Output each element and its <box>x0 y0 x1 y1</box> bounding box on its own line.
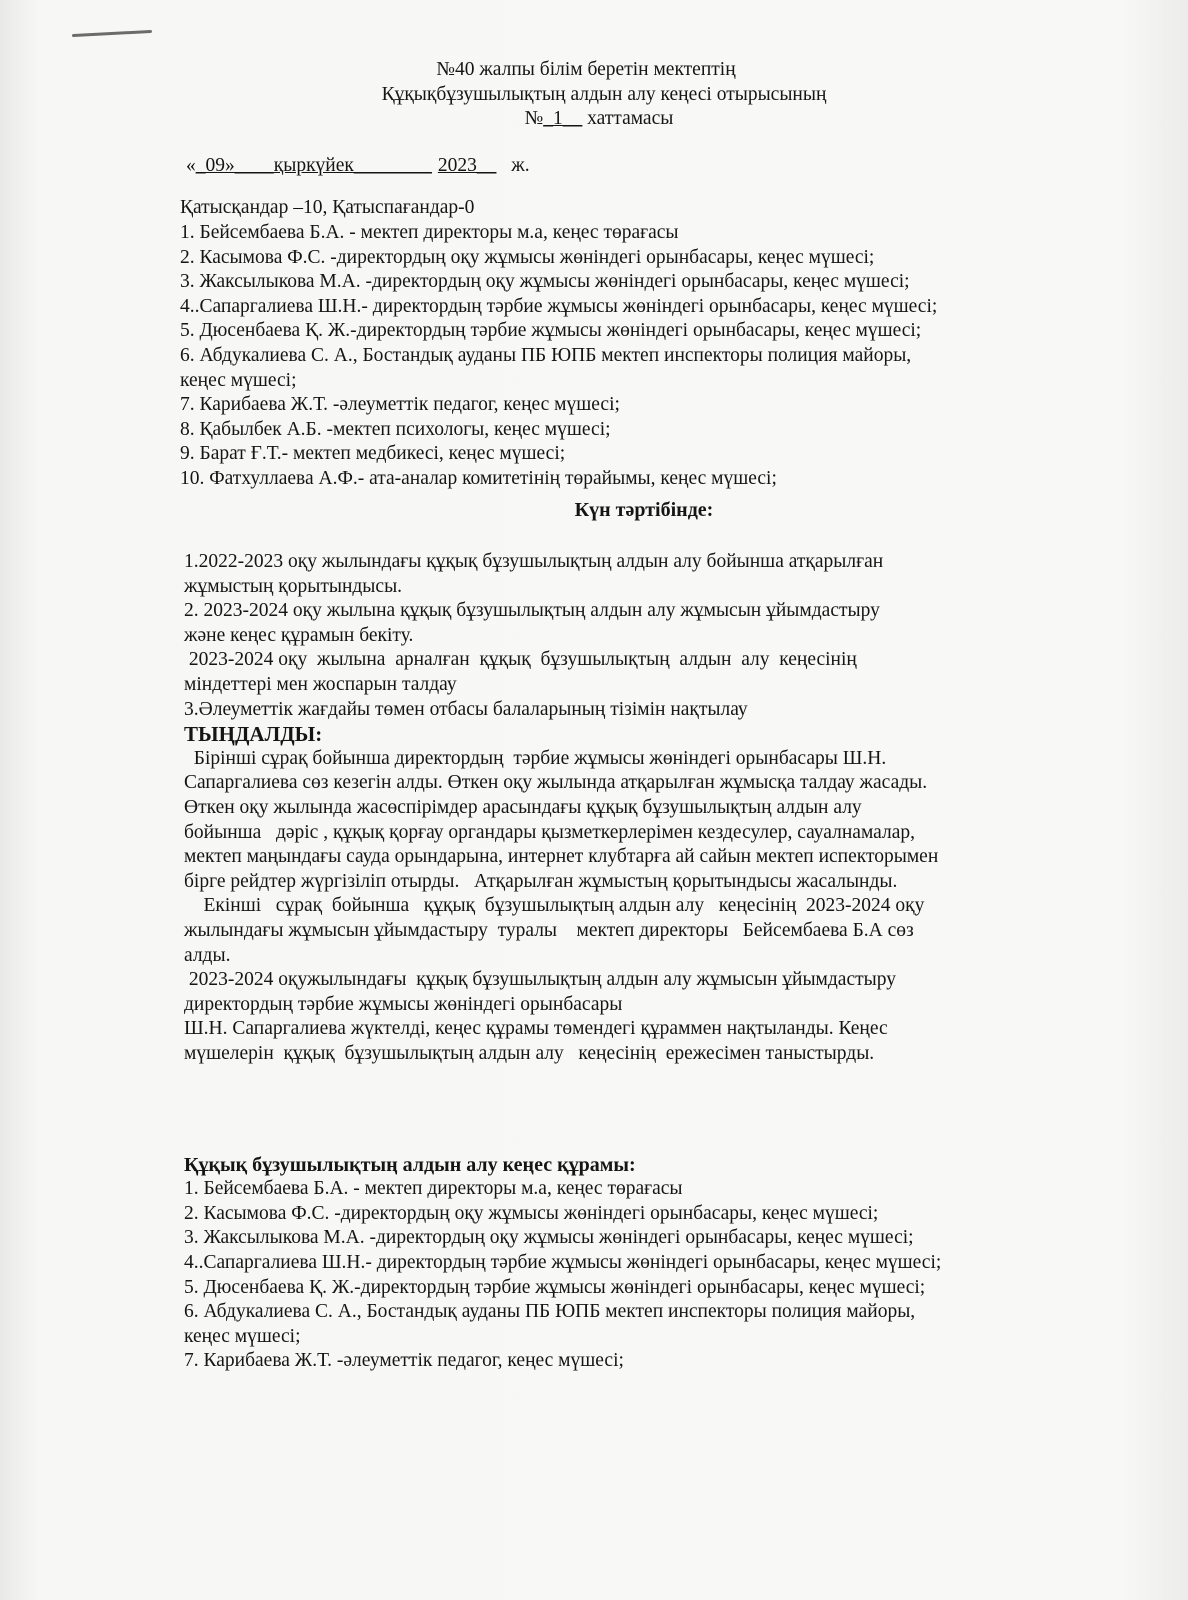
paragraph-line: жылындағы жұмысын ұйымдастыру туралы мектеп директоры Бейсембаева Б.А сөз <box>184 920 914 941</box>
list-item: 5. Дюсенбаева Қ. Ж.-директордың тәрбие жұмысы жөніндегі орынбасары, кеңес мүшесі; <box>184 1276 926 1298</box>
list-item: кеңес мүшесі; <box>180 369 297 391</box>
list-item: 1. Бейсембаева Б.А. - мектеп директоры м.а, кеңес төрағасы <box>180 221 679 243</box>
list-item: 2023-2024 оқу жылына арналған құқық бұзушылықтың алдын алу кеңесінің <box>184 649 857 671</box>
date-suffix: ж. <box>511 154 530 176</box>
list-item: 4..Сапаргалиева Ш.Н.- директордың тәрбие жұмысы жөніндегі орынбасары, кеңес мүшесі; <box>180 295 938 317</box>
document-header <box>184 58 1104 132</box>
list-item: 1.2022-2023 оқу жылындағы құқық бұзушылықтың алдын алу бойынша атқарылған <box>184 551 884 573</box>
council-title: Құқық бұзушылықтың алдын алу кеңес құрамы: <box>184 1153 636 1176</box>
list-item: 8. Қабылбек А.Б. -мектеп психологы, кеңес мүшесі; <box>180 418 611 440</box>
list-item: 10. Фатхуллаева А.Ф.- ата-аналар комитетінің төрайымы, кеңес мүшесі; <box>180 467 777 489</box>
number-suffix: хаттамасы <box>587 108 674 130</box>
list-item: 7. Карибаева Ж.Т. -әлеуметтік педагог, кеңес мүшесі; <box>180 394 620 416</box>
list-item: 2. Касымова Ф.С. -директордың оқу жұмысы жөніндегі орынбасары, кеңес мүшесі; <box>180 246 875 268</box>
heard-text <box>184 747 1104 1067</box>
council-list <box>184 1177 1104 1374</box>
list-item: 5. Дюсенбаева Қ. Ж.-директордың тәрбие жұмысы жөніндегі орынбасары, кеңес мүшесі; <box>180 320 922 342</box>
paragraph-line: 2023-2024 оқужылындағы құқық бұзушылықтың алдын алу жұмысын ұйымдастыру <box>184 969 896 991</box>
paragraph-line: Өткен оқу жылында жасөспірімдер арасындағы құқық бұзушылықтың алдын алу <box>184 797 862 819</box>
agenda-title: Күн тәртібінде: <box>574 498 714 521</box>
paragraph-line: Екінші сұрақ бойынша құқық бұзушылықтың алдын алу кеңесінің 2023-2024 оқу <box>184 895 925 917</box>
protocol-content <box>180 58 1104 1374</box>
date-open: « <box>186 154 196 176</box>
attendance-summary: Қатысқандар –10, Қатыспағандар-0 <box>180 197 475 219</box>
list-item: 2. Касымова Ф.С. -директордың оқу жұмысы жөніндегі орынбасары, кеңес мүшесі; <box>184 1202 879 1224</box>
date-year: 2023__ <box>437 154 497 176</box>
heard-title: ТЫҢДАЛДЫ: <box>184 722 323 747</box>
paragraph-line: алды. <box>184 944 231 966</box>
date-month: қыркүйек________ <box>273 154 432 176</box>
list-item: 2. 2023-2024 оқу жылына құқық бұзушылықтың алдын алу жұмысын ұйымдастыру <box>184 600 880 622</box>
attendee-list <box>180 221 1104 492</box>
paragraph-line: Сапаргалиева сөз кезегін алды. Өткен оқу жылында атқарылған жұмысқа талдау жасады. <box>184 772 928 794</box>
paragraph-line: бойынша дәріс , құқық қорғау органдары қызметкерлерімен кездесулер, сауалнамалар, <box>184 821 915 843</box>
list-item: кеңес мүшесі; <box>184 1325 301 1347</box>
scan-pen-mark <box>72 30 152 37</box>
school-name: №40 жалпы білім беретін мектептің <box>436 59 736 80</box>
paragraph-line: Бірінші сұрақ бойынша директордың тәрбие жұмысы жөніндегі орынбасары Ш.Н. <box>184 747 887 769</box>
list-item: 3. Жаксылыкова М.А. -директордың оқу жұмысы жөніндегі орынбасары, кеңес мүшесі; <box>180 271 910 293</box>
list-item: 3. Жаксылыкова М.А. -директордың оқу жұмысы жөніндегі орынбасары, кеңес мүшесі; <box>184 1227 914 1249</box>
meeting-date <box>186 154 1104 179</box>
list-item: 4..Сапаргалиева Ш.Н.- директордың тәрбие жұмысы жөніндегі орынбасары, кеңес мүшесі; <box>184 1251 942 1273</box>
paragraph-line: бірге рейдтер жүргізіліп отырды. Атқарылған жұмыстың қорытындысы жасалынды. <box>184 870 898 892</box>
number-value: _1__ <box>543 108 583 130</box>
protocol-number <box>174 107 1024 132</box>
paragraph-line: директордың тәрбие жұмысы жөніндегі орынбасары <box>184 993 623 1015</box>
number-prefix: № <box>524 108 544 130</box>
list-item: жұмыстың қорытындысы. <box>184 575 403 597</box>
agenda-list <box>184 550 1104 722</box>
paragraph-line: Ш.Н. Сапаргалиева жүктелді, кеңес құрамы төмендегі құраммен нақтыланды. Кеңес <box>184 1018 888 1040</box>
list-item: 1. Бейсембаева Б.А. - мектеп директоры м.а, кеңес төрағасы <box>184 1178 683 1200</box>
list-item: 6. Абдукалиева С. А., Бостандық ауданы ПБ ЮПБ мектеп инспекторы полиция майоры, <box>180 344 912 366</box>
paragraph-line: мектеп маңындағы сауда орындарына, интернет клубтарға ай сайын мектеп испекторымен <box>184 846 939 868</box>
list-item: 6. Абдукалиева С. А., Бостандық ауданы ПБ ЮПБ мектеп инспекторы полиция майоры, <box>184 1301 916 1323</box>
date-day: _09»____ <box>195 154 274 176</box>
paragraph-line: мүшелерін құқық бұзушылықтың алдын алу кеңесінің ережесімен таныстырды. <box>184 1042 875 1064</box>
list-item: 9. Барат Ғ.Т.- мектеп медбикесі, кеңес мүшесі; <box>180 443 566 465</box>
list-item: міндеттері мен жоспарын талдау <box>184 674 457 696</box>
list-item: 7. Карибаева Ж.Т. -әлеуметтік педагог, кеңес мүшесі; <box>184 1350 624 1372</box>
list-item: және кеңес құрамын бекіту. <box>184 624 414 646</box>
meeting-title: Құқықбұзушылықтың алдын алу кеңесі отырысының <box>381 83 827 105</box>
list-item: 3.Әлеуметтік жағдайы төмен отбасы балаларының тізімін нақтылау <box>184 698 748 720</box>
